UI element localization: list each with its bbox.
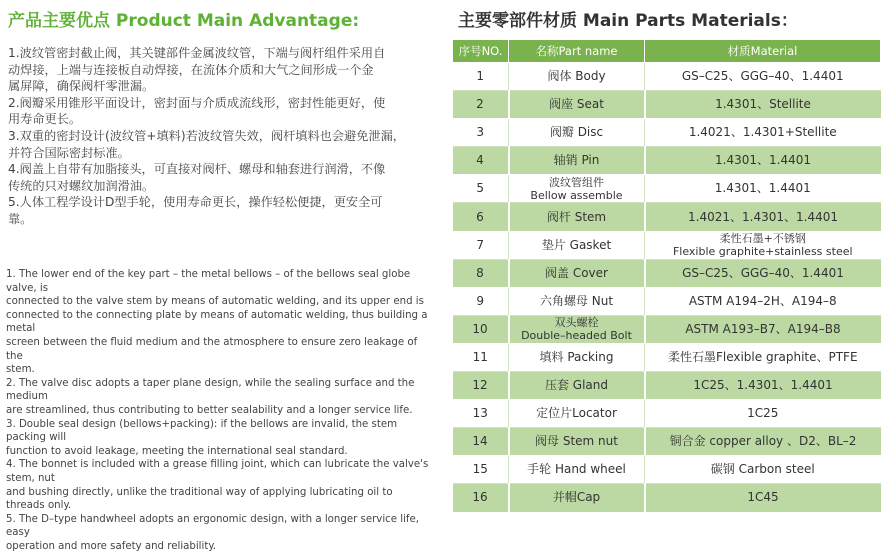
table-row	[453, 91, 881, 119]
cell-no: 7	[453, 231, 509, 259]
table-header-row	[453, 40, 881, 63]
cell-part-name: 手轮 Hand wheel	[509, 456, 645, 484]
cell-no: 6	[453, 203, 509, 231]
cell-no: 11	[453, 343, 509, 371]
advantage-title: 产品主要优点 Product Main Advantage:	[8, 11, 360, 31]
advantage-en-line: operation and more safety and reliability.	[6, 540, 217, 552]
cell-material: 柔性石墨+不锈钢 Flexible graphite+stainless steel	[645, 231, 881, 259]
header-no: 序号NO.	[453, 40, 509, 63]
table-row	[453, 372, 881, 400]
cell-no: 9	[453, 287, 509, 315]
cell-material: GS–C25、GGG–40、1.4401	[645, 63, 881, 91]
table-row	[453, 428, 881, 456]
cell-material: 1.4021、1.4301+Stellite	[645, 119, 881, 147]
header-material: 材质Material	[645, 40, 881, 63]
cell-no: 14	[453, 428, 509, 456]
cell-material: 铜合金 copper alloy 、D2、BL–2	[645, 428, 881, 456]
materials-title: 主要零部件材质 Main Parts Materials：	[458, 11, 798, 31]
cell-no: 4	[453, 147, 509, 175]
table-row	[453, 400, 881, 428]
advantage-en-line: and bushing directly, unlike the traditional way of applying lubricating oil to threads only.	[6, 486, 393, 512]
cell-no: 1	[453, 63, 509, 91]
cell-no: 10	[453, 315, 509, 343]
cell-no: 15	[453, 456, 509, 484]
advantage-en-line: 5. The D–type handwheel adopts an ergonomic design, with a longer service life, easy	[6, 513, 420, 539]
cell-material: 碳钢 Carbon steel	[645, 456, 881, 484]
advantage-section	[8, 6, 438, 228]
advantage-english-text	[6, 268, 432, 553]
table-row	[453, 484, 881, 512]
cell-material: 1.4301、1.4401	[645, 147, 881, 175]
advantage-cn-line: 并符合国际密封标准。	[8, 145, 130, 160]
advantage-en-line: 4. The bonnet is included with a grease filling joint, which can lubricate the valve's stem, nut	[6, 459, 429, 484]
cell-part-name: 六角螺母 Nut	[509, 287, 645, 315]
advantage-en-line: 1. The lower end of the key part – the metal bellows – of the bellows seal globe valve, is	[6, 269, 411, 294]
cell-part-name: 双头螺栓 Double–headed Bolt	[509, 315, 645, 343]
table-row	[453, 456, 881, 484]
cell-part-name: 阀体 Body	[509, 63, 645, 91]
cell-part-name: 轴销 Pin	[509, 147, 645, 175]
cell-part-name: 垫片 Gasket	[509, 231, 645, 259]
table-row	[453, 147, 881, 175]
cell-no: 2	[453, 91, 509, 119]
advantage-en-line: connected to the connecting plate by means of automatic welding, thus building a metal	[6, 309, 428, 335]
advantage-en-line: function to avoid leakage, meeting the international seal standard.	[6, 445, 348, 457]
cell-material: 1C25、1.4301、1.4401	[645, 372, 881, 400]
advantage-chinese-text	[8, 45, 438, 228]
cell-part-name: 阀座 Seat	[509, 91, 645, 119]
cell-material: 1.4301、1.4401	[645, 175, 881, 203]
advantage-cn-line: 1.波纹管密封截止阀，其关键部件金属波纹管，下端与阀杆组件采用自	[8, 46, 386, 60]
advantage-cn-line: 靠。	[8, 211, 33, 226]
advantage-en-line: 3. Double seal design (bellows+packing): if the bellows are invalid, the stem packing will	[6, 418, 398, 444]
cell-part-name: 定位片Locator	[509, 400, 645, 428]
materials-table	[452, 39, 881, 513]
table-row	[453, 175, 881, 203]
cell-no: 5	[453, 175, 509, 203]
cell-part-name: 压套 Gland	[509, 372, 645, 400]
advantage-cn-line: 用寿命更长。	[8, 112, 82, 127]
advantage-en-line: screen between the fluid medium and the atmosphere to ensure zero leakage of the	[6, 336, 418, 362]
table-row	[453, 343, 881, 371]
advantage-cn-line: 3.双重的密封设计(波纹管+填料)若波纹管失效，阀杆填料也会避免泄漏，	[8, 128, 405, 143]
cell-part-name: 并帽Cap	[509, 484, 645, 512]
table-row	[453, 119, 881, 147]
cell-no: 13	[453, 400, 509, 428]
advantage-en-line: connected to the valve stem by means of automatic welding, and its upper end is	[6, 296, 424, 308]
advantage-en-line: are streamlined, thus contributing to better sealability and a longer service life.	[6, 404, 413, 416]
header-part-name: 名称Part name	[509, 40, 645, 63]
table-row	[453, 287, 881, 315]
advantage-cn-line: 传统的只对螺纹加润滑油。	[8, 178, 155, 193]
advantage-cn-line: 2.阀瓣采用锥形平面设计，密封面与介质成流线形，密封性能更好，使	[8, 95, 386, 110]
cell-material: 1.4021、1.4301、1.4401	[645, 203, 881, 231]
cell-material: 柔性石墨Flexible graphite、PTFE	[645, 343, 881, 371]
cell-material: 1.4301、Stellite	[645, 91, 881, 119]
cell-part-name: 阀瓣 Disc	[509, 119, 645, 147]
cell-part-name: 波纹管组件 Bellow assemble	[509, 175, 645, 203]
table-row	[453, 259, 881, 287]
advantage-cn-line: 4.阀盖上自带有加脂接头，可直接对阀杆、螺母和轴套进行润滑，不像	[8, 162, 386, 177]
materials-section	[452, 6, 882, 513]
cell-material: ASTM A193–B7、A194–B8	[645, 315, 881, 343]
cell-no: 16	[453, 484, 509, 512]
cell-part-name: 阀盖 Cover	[509, 259, 645, 287]
cell-part-name: 填料 Packing	[509, 343, 645, 371]
cell-part-name: 阀杆 Stem	[509, 203, 645, 231]
cell-material: 1C25	[645, 400, 881, 428]
advantage-en-line: 2. The valve disc adopts a taper plane design, while the sealing surface and the medium	[6, 377, 415, 403]
table-row	[453, 203, 881, 231]
table-row	[453, 63, 881, 91]
advantage-en-line: stem.	[6, 364, 35, 376]
cell-material: GS–C25、GGG–40、1.4401	[645, 259, 881, 287]
cell-material: 1C45	[645, 484, 881, 512]
table-row	[453, 231, 881, 259]
cell-no: 12	[453, 372, 509, 400]
table-row	[453, 315, 881, 343]
cell-material: ASTM A194–2H、A194–8	[645, 287, 881, 315]
advantage-cn-line: 5.人体工程学设计D型手轮，使用寿命更长，操作轻松便捷，更安全可	[8, 195, 383, 210]
cell-part-name: 阀母 Stem nut	[509, 428, 645, 456]
cell-no: 3	[453, 119, 509, 147]
advantage-cn-line: 动焊接，上端与连接板自动焊接，在流体介质和大气之间形成一个金	[8, 62, 374, 77]
advantage-cn-line: 属屏障，确保阀杆零泄漏。	[8, 79, 155, 94]
cell-no: 8	[453, 259, 509, 287]
